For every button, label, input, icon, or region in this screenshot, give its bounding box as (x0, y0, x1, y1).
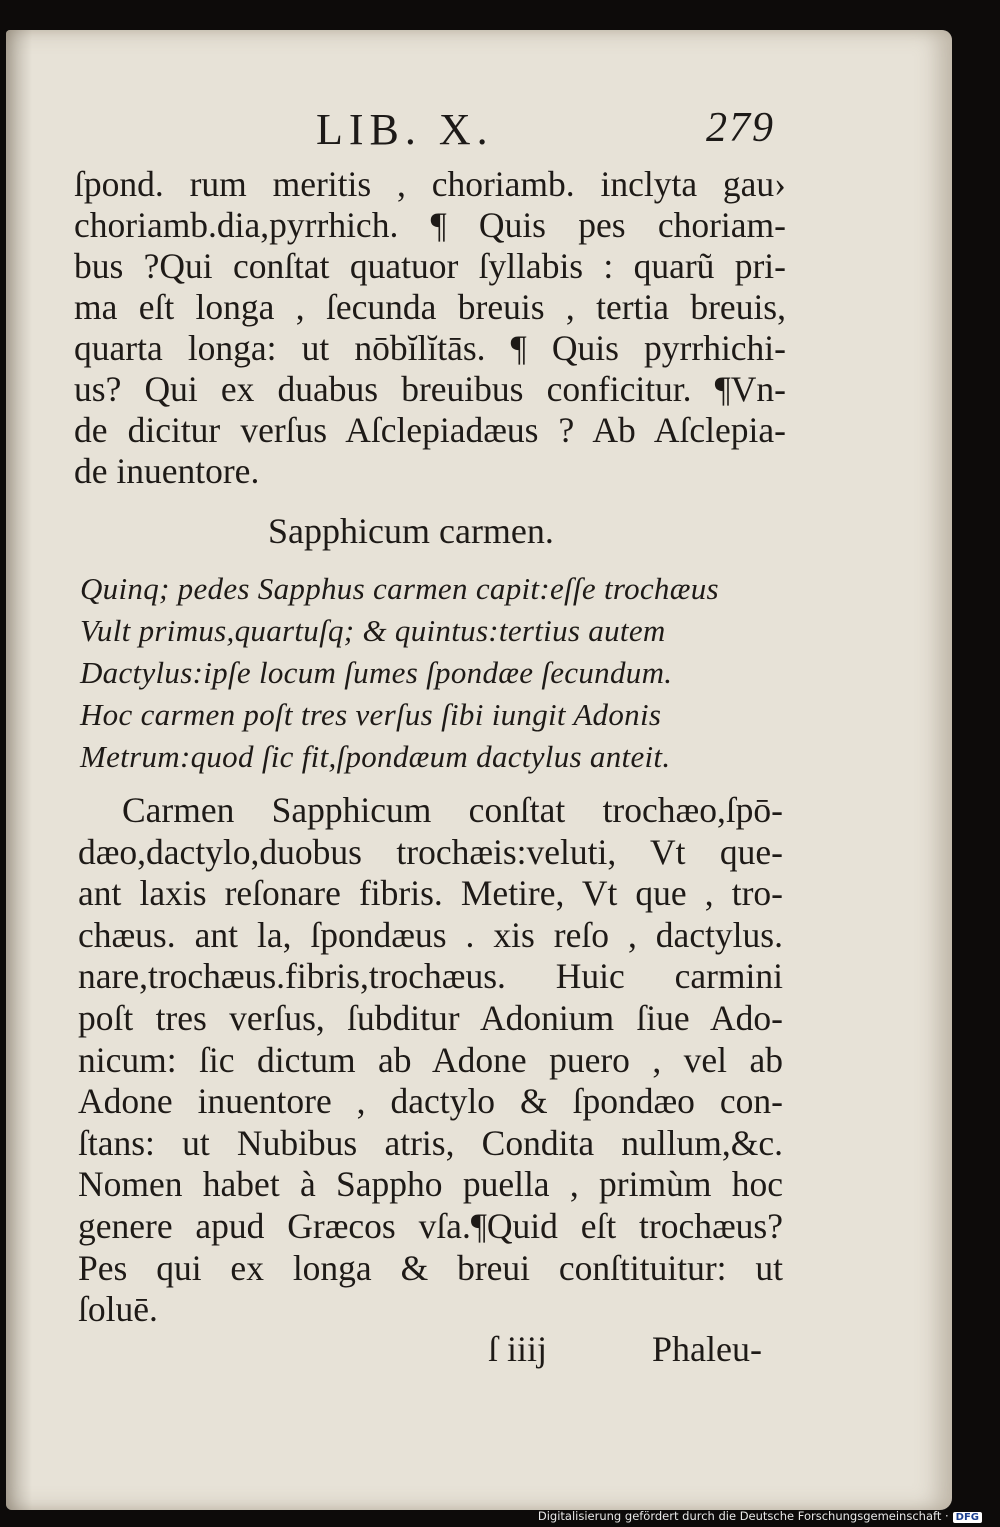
digitization-credit (538, 1509, 982, 1523)
text-line: genere apud Græcos vſa.¶Quid eſt trochæus? (78, 1205, 783, 1246)
running-head: LIB. X. (316, 105, 494, 154)
text-line: chæus. ant la, ſpondæus . xis reſo , dactylus. (78, 914, 783, 955)
text-line: quarta longa: ut nōbĭlĭtās. ¶ Quis pyrrhichi- (74, 328, 786, 368)
text-line: ſoluē. (78, 1289, 158, 1330)
page-header (6, 104, 952, 164)
prose-block-1 (74, 164, 786, 492)
page-number: 279 (706, 105, 775, 151)
text-line: choriamb.dia,pyrrhich. ¶ Quis pes choriam- (74, 205, 786, 245)
credit-text: Digitalisierung gefördert durch die Deutsche Forschungsgemeinschaft · (537, 1509, 949, 1523)
text-line: nicum: ſic dictum ab Adone puero , vel ab (78, 1039, 783, 1080)
catchword: Phaleu- (652, 1329, 762, 1369)
verse-block (80, 568, 760, 778)
text-line: dæo,dactylo,duobus trochæis:veluti, Vt que- (78, 831, 783, 872)
book-page (6, 30, 952, 1510)
text-line: us? Qui ex duabus breuibus conficitur. ¶Vn- (74, 369, 786, 409)
spine-shadow (6, 30, 32, 1510)
text-line: ant laxis reſonare fibris. Metire, Vt que , tro- (78, 873, 783, 914)
text-line: de dicitur verſus Aſclepiadæus ? Ab Aſclepia- (74, 410, 786, 450)
verse-line: Metrum:quod ſic fit,ſpondæum dactylus anteit. (80, 739, 671, 774)
text-line: Carmen Sapphicum conſtat trochæo,ſpō- (122, 790, 783, 830)
dfg-logo-icon: DFG (953, 1512, 982, 1523)
text-line: Adone inuentore , dactylo & ſpondæo con- (78, 1081, 783, 1122)
section-title: Sapphicum carmen. (268, 511, 554, 551)
text-line: ſtans: ut Nubibus atris, Condita nullum,&c. (78, 1122, 783, 1163)
verse-line: Quinq; pedes Sapphus carmen capit:eſſe trochæus (80, 571, 719, 606)
text-line: bus ?Qui conſtat quatuor ſyllabis : quarũ pri- (74, 246, 786, 286)
text-line: nare,trochæus.fibris,trochæus. Huic carmini (78, 956, 783, 997)
signature-mark: ſ iiij (488, 1329, 548, 1369)
text-line: ma eſt longa , ſecunda breuis , tertia breuis, (74, 287, 786, 327)
prose-block-2 (78, 790, 783, 1331)
verse-line: Hoc carmen poſt tres verſus ſibi iungit Adonis (80, 697, 662, 732)
text-line: poſt tres verſus, ſubditur Adonium ſiue Ado- (78, 997, 783, 1038)
text-line: de inuentore. (74, 451, 260, 491)
verse-line: Dactylus:ipſe locum ſumes ſpondæe ſecundum. (80, 655, 673, 690)
text-line: Nomen habet à Sappho puella , primùm hoc (78, 1164, 783, 1205)
verse-line: Vult primus,quartuſq; & quintus:tertius autem (80, 613, 666, 648)
text-line: Pes qui ex longa & breui conſtituitur: ut (78, 1247, 783, 1288)
text-line: ſpond. rum meritis , choriamb. inclyta gau› (74, 164, 786, 204)
